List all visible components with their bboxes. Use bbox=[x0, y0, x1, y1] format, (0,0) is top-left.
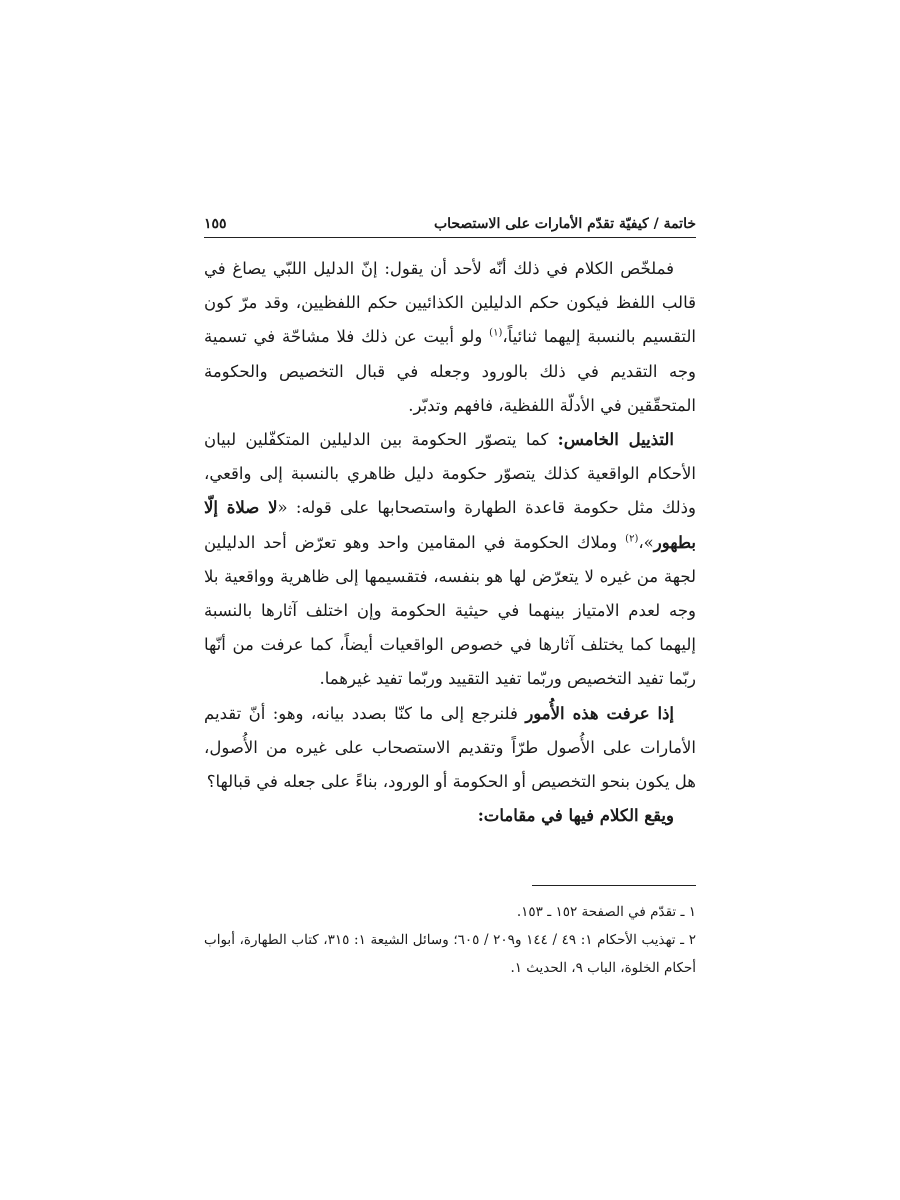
section-subheading: ويقع الكلام فيها في مقامات: bbox=[477, 806, 674, 826]
paragraph-2-heading: التذييل الخامس: bbox=[557, 430, 674, 450]
page-number: ١٥٥ bbox=[204, 216, 227, 232]
paragraph-1 bbox=[204, 252, 696, 423]
paragraph-2-text-c: وملاك الحكومة في المقامين واحد وهو تعرّض أحد الدليلين لجهة من غيره لا يتعرّض لها هو بنفسه، فتقسيمها إلى ظاهرية وواقعية بلا وجه لعدم الامتياز بينهما في حيثية الحكومة وإن اختلف آثارها بالنسبة إليهما كما يختلف آثارها في خصوص الواقعيات أيضاً، كما عرفت من أنّها ربّما تفيد التخصيص وربّما تفيد التقييد وربّما تفيد غيرهما. bbox=[204, 532, 696, 689]
paragraph-1-continuation: ولو أبيت عن ذلك فلا مشاحّة في تسمية وجه التقديم في ذلك بالورود وجعله في قبال التخصيص والحكومة المتحقّقين في الأدلّة اللفظية، فافهم وتدبّر. bbox=[204, 327, 696, 415]
footnote-separator bbox=[532, 885, 696, 886]
paragraph-2 bbox=[204, 423, 696, 697]
footnote-1: ١ ـ تقدّم في الصفحة ١٥٢ ـ ١٥٣. bbox=[516, 904, 696, 920]
header-title: خاتمة / كيفيّة تقدّم الأمارات على الاستصحاب bbox=[433, 216, 696, 232]
paragraph-2-text-a: كما يتصوّر الحكومة بين الدليلين المتكفّلين لبيان الأحكام الواقعية كذلك يتصوّر حكومة دليل ظاهري بالنسبة إلى واقعي، وذلك مثل حكومة قاعدة الطهارة واستصحابها على قوله: « bbox=[204, 430, 696, 518]
footnote-ref-2: (٢) bbox=[625, 533, 639, 545]
hadith-quote: لا صلاة إلّا بطهور bbox=[204, 498, 697, 552]
paragraph-2-text-b: »، bbox=[638, 532, 654, 552]
main-text bbox=[204, 252, 696, 833]
paragraph-3-heading: إذا عرفت هذه الأُمور bbox=[525, 703, 674, 723]
running-header bbox=[204, 206, 696, 238]
footnote-2: ٢ ـ تهذيب الأحكام ١: ٤٩ / ١٤٤ و٢٠٩ / ٦٠٥؛ وسائل الشيعة ١: ٣١٥، كتاب الطهارة، أبواب أحكام الخلوة، الباب ٩، الحديث ١. bbox=[204, 932, 696, 976]
paragraph-3 bbox=[204, 697, 696, 800]
paragraph-3-text: فلنرجع إلى ما كنّا بصدد بيانه، وهو: أنّ تقديم الأمارات على الأُصول طرّاً وتقديم الاستصحاب على غيره من الأُصول، هل يكون بنحو التخصيص أو الحكومة أو الورود، بناءً على جعله في قبالها؟ bbox=[204, 703, 696, 792]
footnotes bbox=[204, 898, 696, 982]
footnote-ref-1: (١) bbox=[489, 327, 503, 339]
paragraph-1-text: فملخّص الكلام في ذلك أنّه لأحد أن يقول: إنّ الدليل اللبّي يصاغ في قالب اللفظ فيكون حكم الدليلين الكذائيين حكم اللفظيين، وقد مرّ كون التقسيم بالنسبة إليهما ثنائياً، bbox=[204, 259, 697, 347]
